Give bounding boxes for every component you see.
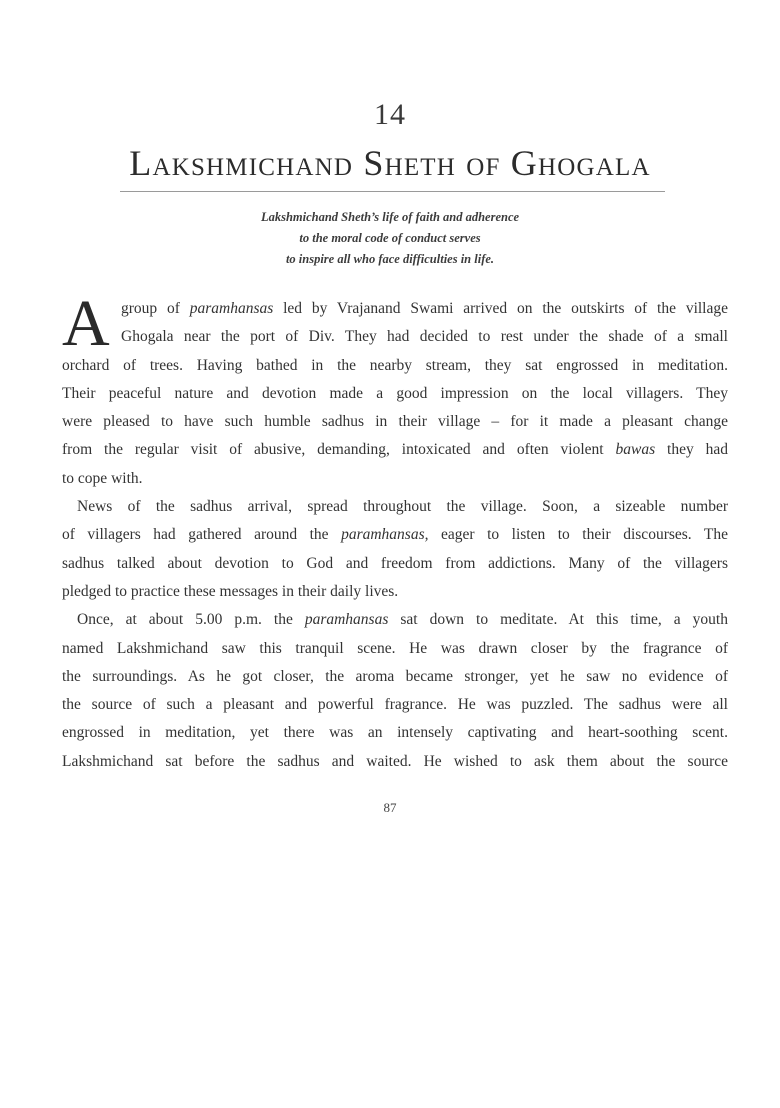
text-line (62, 521, 728, 549)
epigraph-line: to the moral code of conduct serves (299, 231, 481, 245)
drop-cap: A (62, 287, 110, 360)
text-line: sadhus talked about devotion to God and freedom from addictions. Many of the villagers (62, 554, 728, 572)
italic-term: paramhansas (189, 300, 274, 317)
italic-term: paramhansas (304, 611, 389, 629)
text-line: Their peaceful nature and devotion made a good impression on the local villagers. They (62, 384, 728, 402)
italic-term: paramhansas, (341, 526, 429, 544)
text-run: of villagers had gathered around the (62, 526, 342, 544)
chapter-epigraph (0, 207, 780, 270)
text-line: to cope with. (62, 469, 143, 487)
text-run: led by Vrajanand Swami arrived on the outskirts of the village (273, 300, 728, 317)
text-line (62, 606, 728, 634)
text-run: Once, at about 5.00 p.m. the (77, 611, 305, 629)
text-run: group of (121, 300, 190, 317)
paragraph-2 (62, 493, 728, 606)
paragraph-1 (62, 287, 728, 493)
italic-term: bawas (615, 441, 656, 459)
text-line (62, 436, 728, 464)
paragraph-3 (62, 606, 728, 776)
text-line: named Lakshmichand saw this tranquil scene. He was drawn closer by the fragrance of (62, 639, 728, 657)
page-number: 87 (383, 800, 397, 815)
text-line: the surroundings. As he got closer, the aroma became stronger, yet he saw no evidence of (62, 667, 728, 685)
text-line: were pleased to have such humble sadhus in their village – for it made a pleasant change (62, 413, 728, 431)
chapter-title: Lakshmichand Sheth of Ghogala (129, 143, 651, 183)
text-line: engrossed in meditation, yet there was an intensely captivating and heart-soothing scent. (62, 724, 728, 742)
text-line: Ghogala near the port of Div. They had decided to rest under the shade of a small (121, 328, 728, 346)
text-line: Lakshmichand sat before the sadhus and waited. He wished to ask them about the source (62, 752, 728, 770)
text-run: sat down to meditate. At this time, a youth (388, 611, 728, 629)
chapter-number: 14 (374, 98, 406, 131)
text-run: from the regular visit of abusive, demanding, intoxicated and often violent (62, 441, 616, 459)
text-line (62, 295, 728, 323)
text-run: they had (655, 441, 728, 459)
title-divider (120, 191, 665, 192)
chapter-body (62, 287, 728, 776)
text-line: the source of such a pleasant and powerful fragrance. He was puzzled. The sadhus were all (62, 696, 728, 714)
text-run: eager to listen to their discourses. The (428, 526, 728, 544)
epigraph-line: Lakshmichand Sheth’s life of faith and adherence (260, 210, 520, 224)
text-line: orchard of trees. Having bathed in the nearby stream, they sat engrossed in meditation. (62, 356, 728, 374)
epigraph-line: to inspire all who face difficulties in life. (285, 252, 495, 266)
text-line: pledged to practice these messages in their daily lives. (62, 582, 399, 600)
text-line: News of the sadhus arrival, spread throughout the village. Soon, a sizeable number (77, 498, 728, 516)
